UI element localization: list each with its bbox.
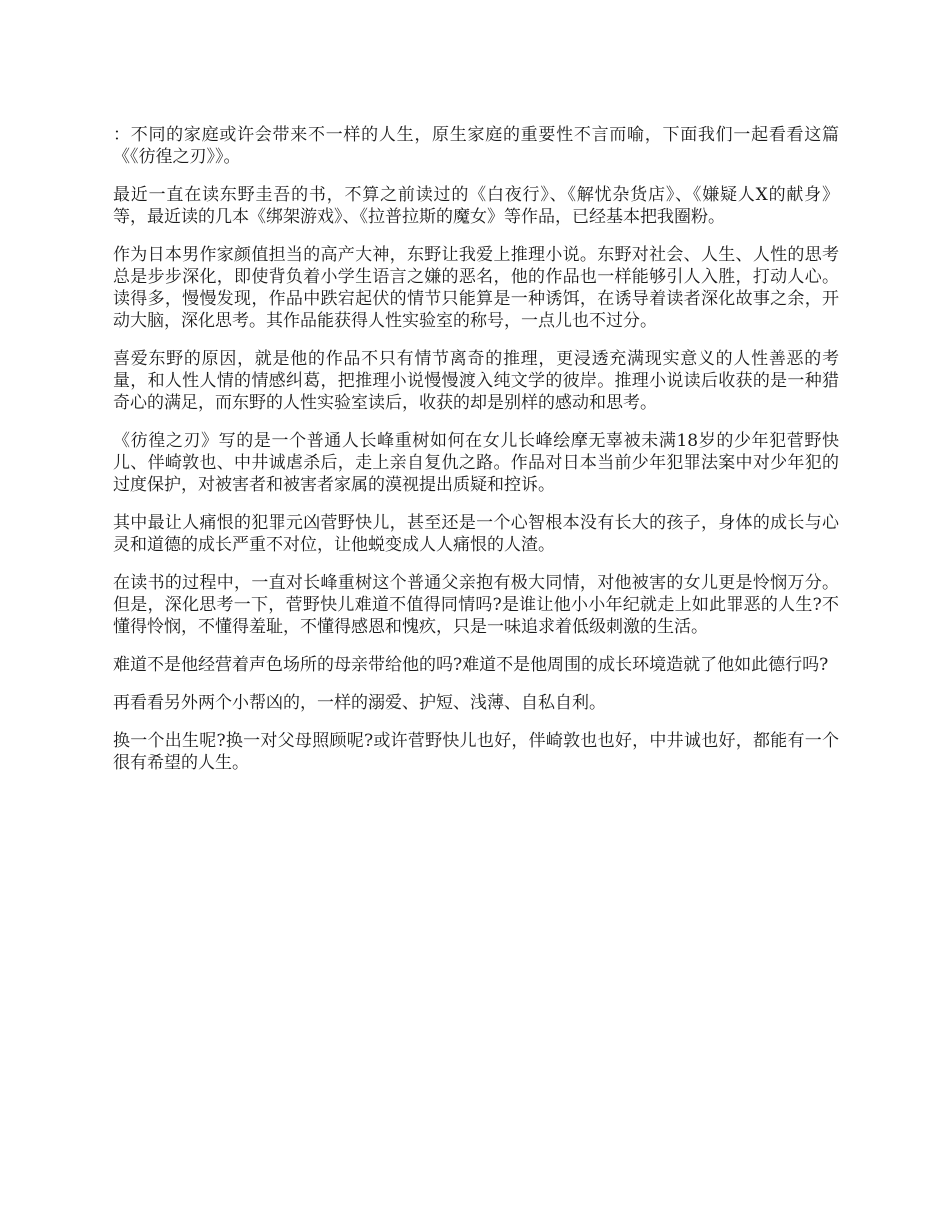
paragraph-plot: 《彷徨之刃》写的是一个普通人长峰重树如何在女儿长峰绘摩无辜被未满18岁的少年犯菅野快儿、伴崎敦也、中井诚虐杀后，走上亲自复仇之路。作品对日本当前少年犯罪法案中对少年犯的过度保护，对被害者和被害者家属的漠视提出质疑和控诉。 (113, 431, 839, 495)
paragraph-conclusion: 换一个出生呢?换一对父母照顾呢?或许菅野快儿也好，伴崎敦也也好，中井诚也好，都能有一个很有希望的人生。 (113, 731, 839, 773)
paragraph-reason: 喜爱东野的原因，就是他的作品不只有情节离奇的推理，更浸透充满现实意义的人性善恶的考量，和人性人情的情感纠葛，把推理小说慢慢渡入纯文学的彼岸。推理小说读后收获的是一种猎奇心的满足，而东野的人性实验室读后，收获的却是别样的感动和思考。 (113, 349, 839, 413)
paragraph-culprit: 其中最让人痛恨的犯罪元凶菅野快儿，甚至还是一个心智根本没有长大的孩子，身体的成长与心灵和道德的成长严重不对位，让他蜕变成人人痛恨的人渣。 (113, 513, 839, 555)
paragraph-author-intro: 作为日本男作家颜值担当的高产大神，东野让我爱上推理小说。东野对社会、人生、人性的思考总是步步深化，即使背负着小学生语言之嫌的恶名，他的作品也一样能够引人入胜，打动人心。读得多，慢慢发现，作品中跌宕起伏的情节只能算是一种诱饵，在诱导着读者深化故事之余，开动大脑，深化思考。其作品能获得人性实验室的称号，一点儿也不过分。 (113, 245, 839, 331)
paragraph-reflection: 在读书的过程中，一直对长峰重树这个普通父亲抱有极大同情，对他被害的女儿更是怜悯万分。但是，深化思考一下，菅野快儿难道不值得同情吗?是谁让他小小年纪就走上如此罪恶的人生?不懂得怜悯，不懂得羞耻，不懂得感恩和愧疚，只是一味追求着低级刺激的生活。 (113, 573, 839, 637)
paragraph-accomplices: 再看看另外两个小帮凶的，一样的溺爱、护短、浅薄、自私自利。 (113, 693, 606, 713)
paragraph-intro: ：不同的家庭或许会带来不一样的人生，原生家庭的重要性不言而喻，下面我们一起看看这篇《《彷徨之刃》》。 (113, 125, 839, 167)
document-page (113, 124, 839, 790)
paragraph-reading-history: 最近一直在读东野圭吾的书，不算之前读过的《白夜行》、《解忧杂货店》、《嫌疑人X的献身》等，最近读的几本《绑架游戏》、《拉普拉斯的魔女》等作品，已经基本把我圈粉。 (113, 185, 839, 227)
paragraph-question: 难道不是他经营着声色场所的母亲带给他的吗?难道不是他周围的成长环境造就了他如此德行吗? (113, 655, 829, 675)
